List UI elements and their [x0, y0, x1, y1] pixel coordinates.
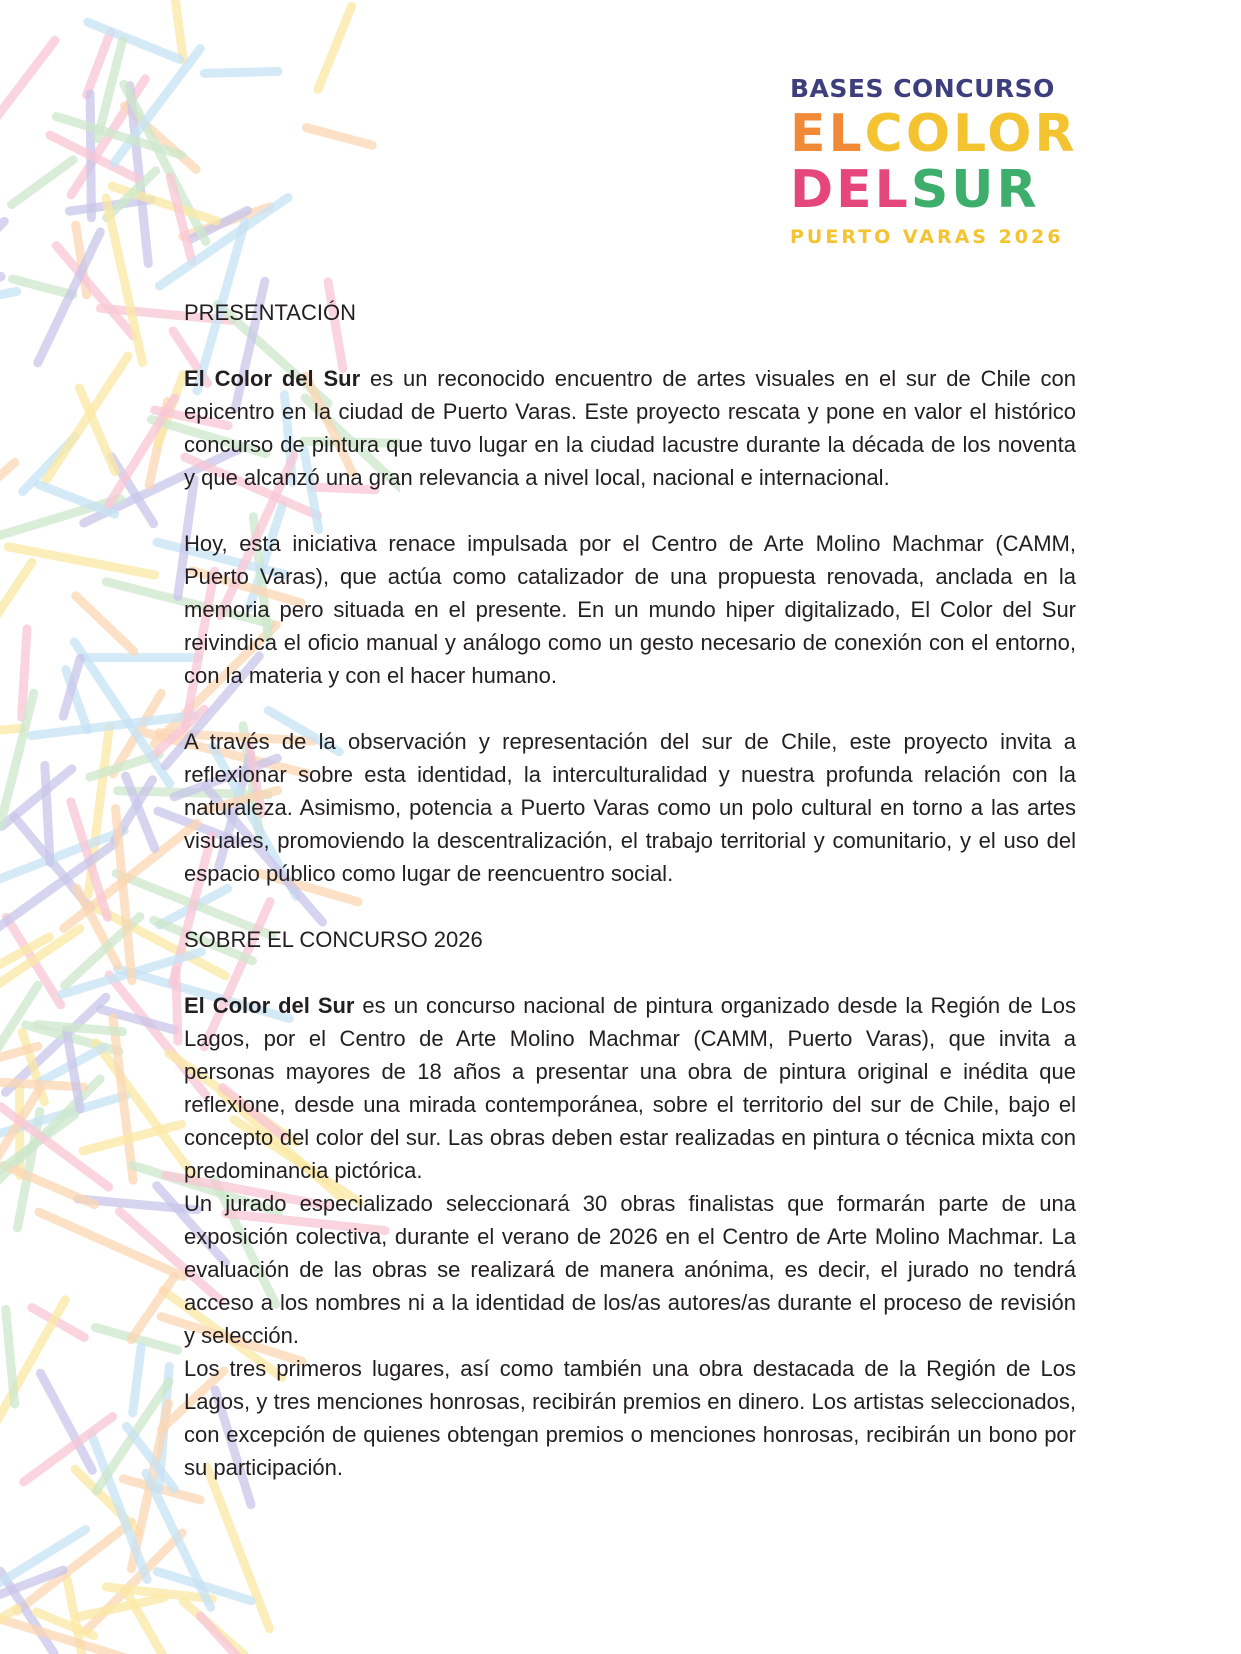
- decor-stripe: [6, 1309, 15, 1404]
- logo-line-bases: BASES CONCURSO: [790, 74, 1055, 103]
- logo-line-del-sur: [790, 162, 1080, 218]
- bold-title: El Color del Sur: [184, 993, 355, 1018]
- logo-line-location: PUERTO VARAS 2026: [790, 226, 1064, 248]
- decor-stripe: [133, 1347, 141, 1413]
- paragraph-concurso-1: [184, 989, 1076, 1187]
- decor-stripe: [76, 596, 134, 651]
- decor-stripe: [318, 6, 352, 89]
- document-body: [184, 296, 1076, 1484]
- decor-stripe: [0, 562, 32, 630]
- logo-word-sur: SUR: [910, 160, 1040, 220]
- paragraph-presentacion-2: Hoy, esta iniciativa renace impulsada por el Centro de Arte Molino Machmar (CAMM, Puerto Varas), que actúa como catalizador de una propuesta renovada, anclada en la memoria pero situada en el presente. En un mundo hiper digitalizado, El Color del Sur reivindica el oficio manual y análogo como un gesto necesario de conexión con el entorno, con la materia y con el hacer humano.: [184, 531, 1076, 688]
- paragraph-text: es un reconocido encuentro de artes visuales en el sur de Chile con epicentro en la ciudad de Puerto Varas. Este proyecto rescata y pone en valor el histórico concurso de pintura que tuvo lugar en la ciudad lacustre durante la década de los noventa y que alcanzó una gran relevancia a nivel local, nacional e internacional.: [184, 366, 1077, 490]
- decor-stripe: [38, 232, 101, 363]
- decor-stripe: [45, 765, 50, 862]
- decor-stripe: [131, 1277, 174, 1340]
- paragraph-presentacion-1: [184, 362, 1076, 494]
- contest-logo: [790, 72, 1080, 252]
- decor-stripe: [0, 291, 17, 325]
- logo-word-el: EL: [790, 104, 865, 164]
- bold-title: El Color del Sur: [184, 366, 361, 391]
- decor-stripe: [0, 277, 1, 363]
- decor-stripe: [207, 1467, 270, 1629]
- decor-stripe: [306, 128, 372, 146]
- logo-word-color: COLOR: [864, 104, 1078, 164]
- paragraph-concurso-2: Un jurado especializado seleccionará 30 obras finalistas que formarán parte de una exposición colectiva, durante el verano de 2026 en el Centro de Arte Molino Machmar. La evaluación de las obras se realizará de manera anónima, es decir, el jurado no tendrá acceso a los nombres ni a la identidad de los/as autores/as durante el proceso de revisión y selección.: [184, 1191, 1076, 1348]
- paragraph-text: es un concurso nacional de pintura organizado desde la Región de Los Lagos, por el Centro de Arte Molino Machmar (CAMM, Puerto Varas), que invita a personas mayores de 18 años a presentar una obra de pintura original e inédita que reflexione, desde una mirada contemporánea, sobre el territorio del sur de Chile, bajo el concepto del color del sur. Las obras deben estar realizadas en pintura o técnica mixta con predominancia pictórica.: [184, 993, 1076, 1183]
- heading-presentacion: PRESENTACIÓN: [184, 300, 356, 325]
- logo-word-del: DEL: [790, 160, 911, 220]
- decor-stripe: [204, 71, 278, 73]
- paragraph-concurso-3: Los tres primeros lugares, así como también una obra destacada de la Región de Los Lagos, y tres menciones honrosas, recibirán premios en dinero. Los artistas seleccionados, con excepción de quienes obtengan premios o menciones honrosas, recibirán un bono por su participación.: [184, 1356, 1076, 1480]
- logo-line-el-color: [790, 106, 1080, 162]
- heading-concurso: SOBRE EL CONCURSO 2026: [184, 927, 483, 952]
- decor-stripe: [22, 629, 28, 718]
- decor-stripe: [13, 279, 73, 295]
- decor-stripe: [12, 160, 74, 205]
- decor-stripe: [175, 0, 183, 60]
- decor-stripe: [106, 198, 143, 362]
- paragraph-presentacion-3: A través de la observación y representación del sur de Chile, este proyecto invita a reflexionar sobre esta identidad, la interculturalidad y nuestra profunda relación con la naturaleza. Asimismo, potencia a Puerto Varas como un polo cultural en torno a las artes visuales, promoviendo la descentralización, el trabajo territorial y comunitario, y el uso del espacio público como lugar de reencuentro social.: [184, 729, 1076, 886]
